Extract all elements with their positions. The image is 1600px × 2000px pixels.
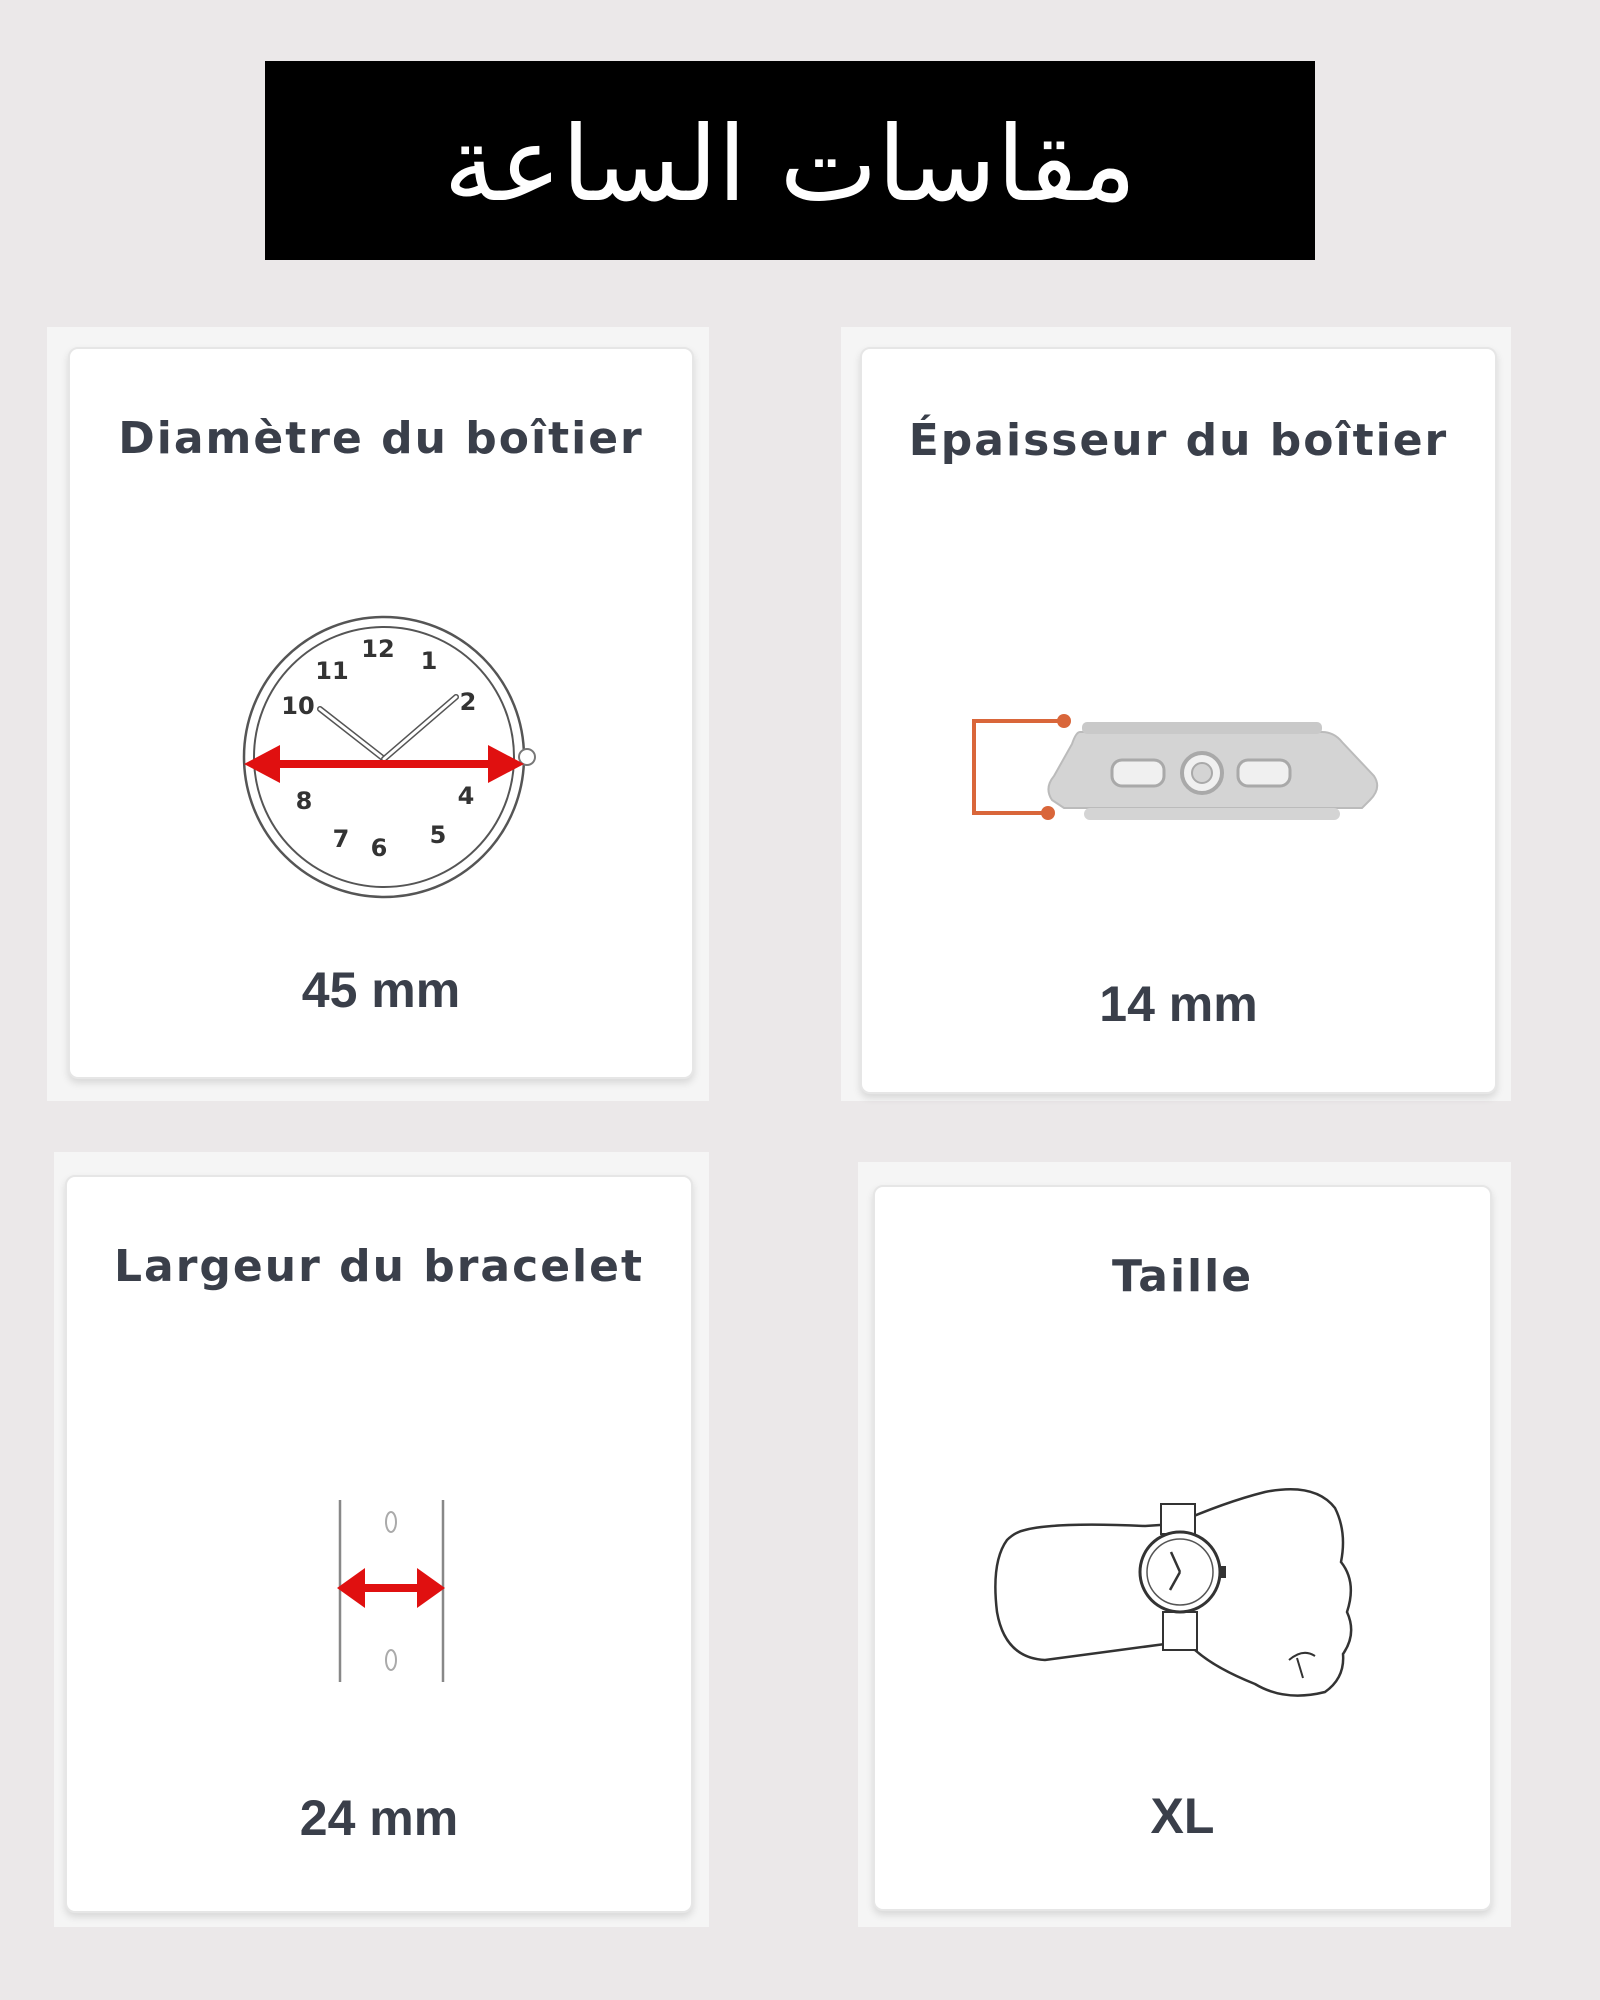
- card-size: [873, 1185, 1492, 1911]
- card-value: 14 mm: [1099, 976, 1258, 1032]
- dial-number: 4: [457, 782, 475, 810]
- card-strap-width: [65, 1175, 693, 1913]
- card-label: Diamètre du boîtier: [118, 413, 644, 464]
- dial-number: 12: [361, 635, 395, 663]
- watch-thickness-icon: [962, 704, 1402, 844]
- strap-width-icon: [325, 1492, 455, 1692]
- title-banner: [265, 61, 1315, 260]
- card-value: XL: [1150, 1788, 1215, 1844]
- card-label: Épaisseur du boîtier: [908, 415, 1449, 466]
- dial-number: 11: [315, 657, 349, 685]
- page-title: مقاسات الساعة: [443, 102, 1137, 225]
- dial-number: 1: [420, 647, 438, 675]
- card-value: 45 mm: [301, 962, 461, 1018]
- dial-number: 10: [281, 692, 315, 720]
- card-label: Largeur du bracelet: [113, 1241, 644, 1292]
- dial-number: 8: [295, 787, 313, 815]
- wrist-watch-icon: [985, 1482, 1385, 1742]
- card-case-thickness: [860, 347, 1497, 1094]
- dial-number: 5: [429, 821, 447, 849]
- card-label: Taille: [1111, 1251, 1254, 1302]
- dial-number: 6: [370, 834, 388, 862]
- dial-number: 2: [459, 688, 477, 716]
- dial-number: 7: [332, 825, 350, 853]
- card-case-diameter: [68, 347, 694, 1079]
- watch-face-diameter-icon: [236, 607, 536, 907]
- card-value: 24 mm: [299, 1790, 459, 1846]
